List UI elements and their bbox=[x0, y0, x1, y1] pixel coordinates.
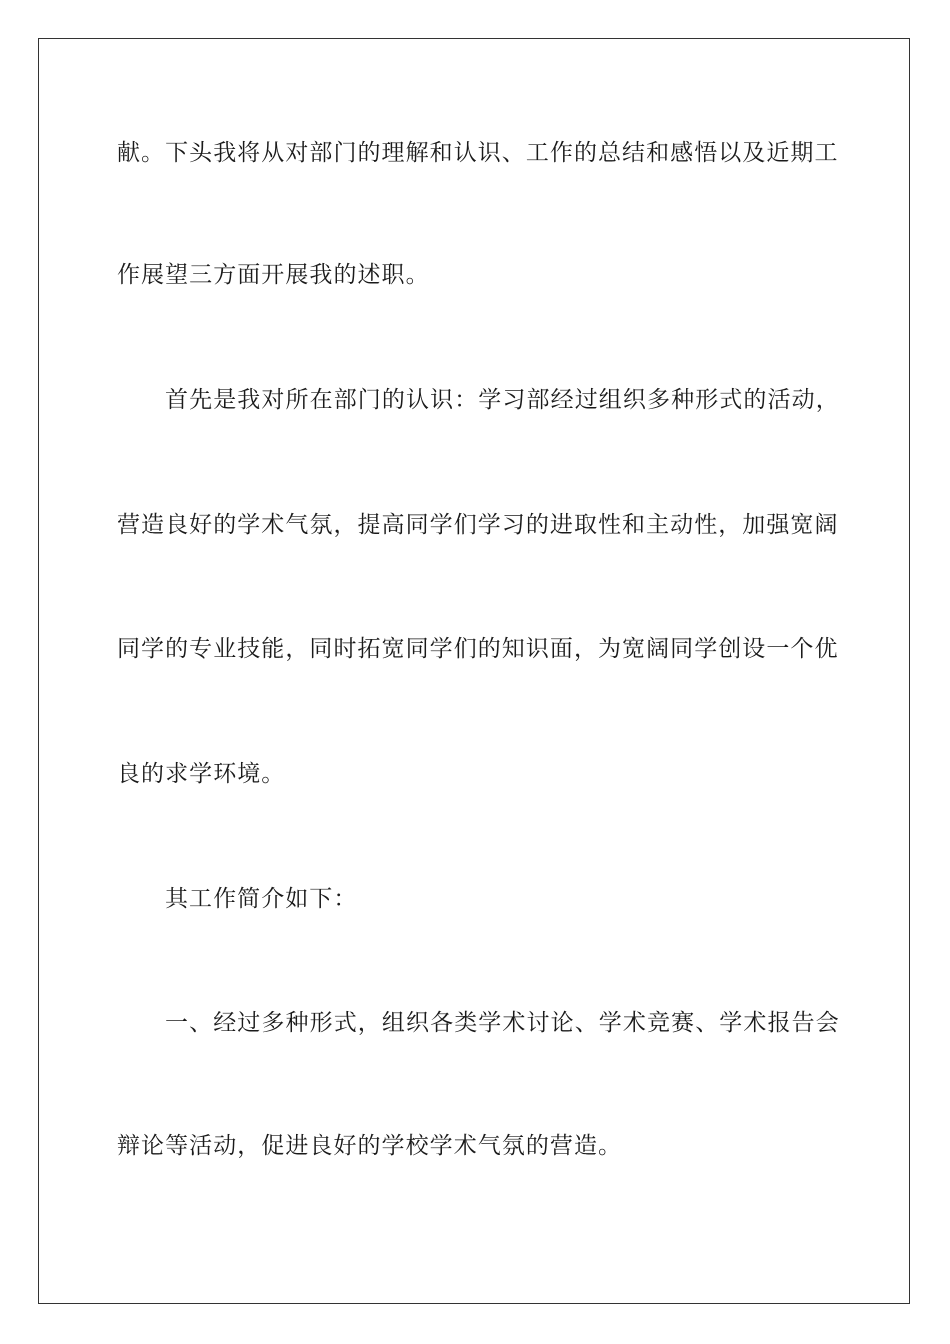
paragraph-line: 作展望三方面开展我的述职。 bbox=[117, 262, 430, 288]
paragraph-line: 其工作简介如下： bbox=[165, 886, 358, 912]
paragraph-line: 一、经过多种形式，组织各类学术讨论、学术竞赛、学术报告会 bbox=[165, 1010, 840, 1036]
paragraph-line: 营造良好的学术气氛，提高同学们学习的进取性和主动性，加强宽阔 bbox=[117, 512, 839, 538]
page-border bbox=[38, 38, 910, 1304]
paragraph-line: 辩论等活动，促进良好的学校学术气氛的营造。 bbox=[117, 1133, 623, 1159]
paragraph-line: 同学的专业技能，同时拓宽同学们的知识面，为宽阔同学创设一个优 bbox=[117, 636, 839, 662]
paragraph-line: 良的求学环境。 bbox=[117, 761, 286, 787]
paragraph-line: 首先是我对所在部门的认识：学习部经过组织多种形式的活动， bbox=[165, 387, 840, 413]
paragraph-line: 献。下头我将从对部门的理解和认识、工作的总结和感悟以及近期工 bbox=[117, 140, 839, 166]
